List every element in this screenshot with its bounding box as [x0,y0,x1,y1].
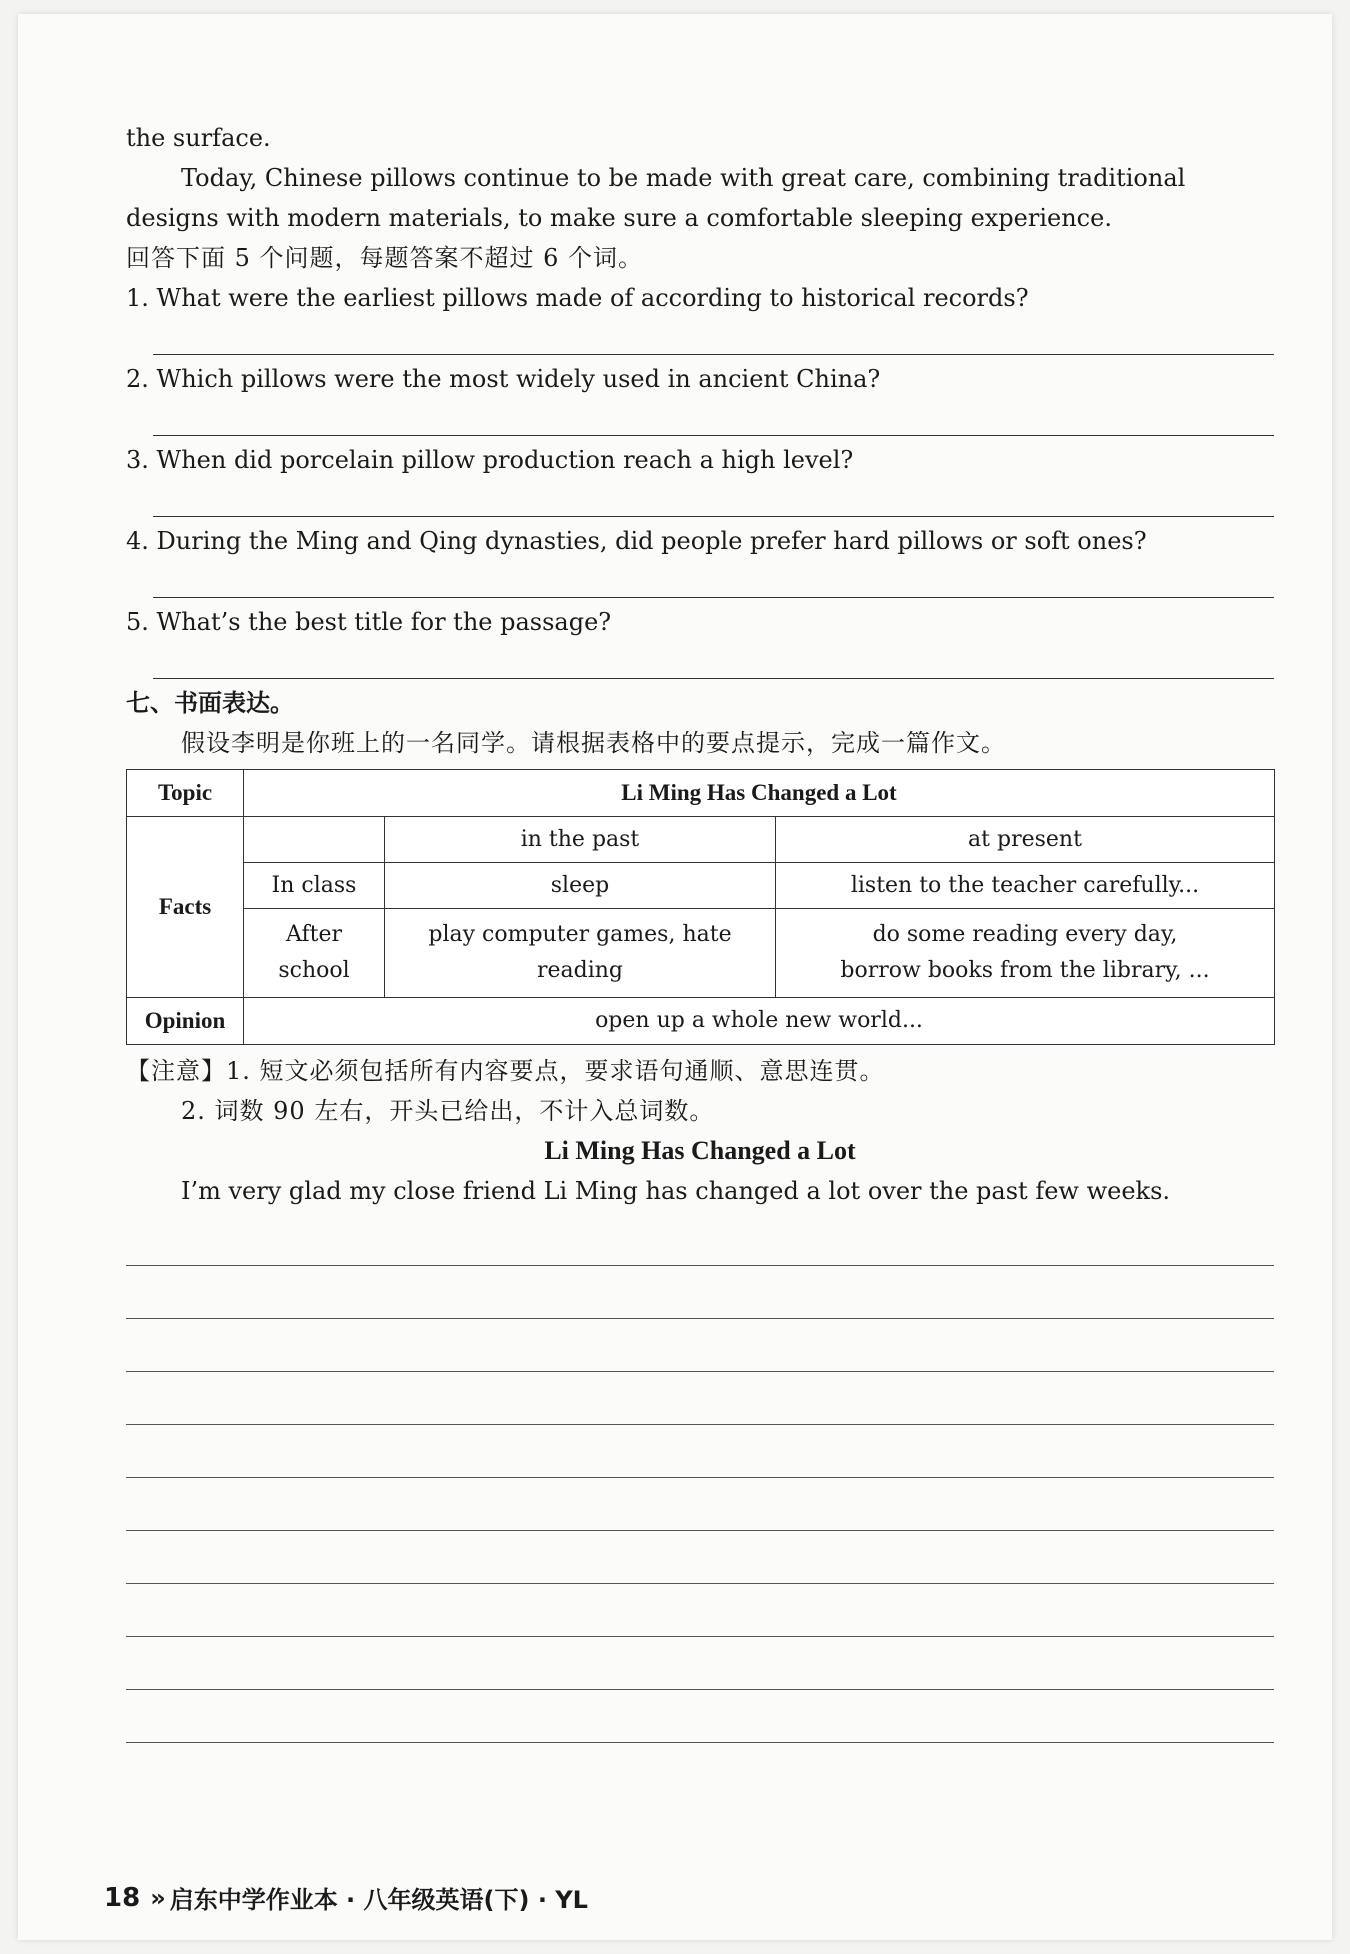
page-footer [104,1880,588,1915]
row-after-school-label: After school [244,909,385,998]
row-in-class-past: sleep [385,863,776,909]
note-2: 2. 词数 90 左右，开头已给出，不计入总词数。 [181,1097,715,1125]
page-sheet [18,14,1332,1940]
row-after-school-past: play computer games, hate reading [385,909,776,998]
writing-prompt: 假设李明是你班上的一名同学。请根据表格中的要点提示，完成一篇作文。 [181,729,1006,757]
answer-line-1[interactable] [153,318,1274,355]
passage-line-end: the surface. [126,124,271,152]
answer-line-2[interactable] [153,399,1274,436]
writing-line[interactable] [126,1531,1274,1584]
chevron-right-icon: » [150,1883,160,1912]
col-past-header: in the past [385,817,776,863]
facts-header-empty [244,817,385,863]
row-in-class-label: In class [244,863,385,909]
writing-line[interactable] [126,1637,1274,1690]
opinion-value: open up a whole new world... [244,998,1275,1045]
answer-line-5[interactable] [153,642,1274,679]
essay-title: Li Ming Has Changed a Lot [544,1136,856,1165]
answer-line-3[interactable] [153,480,1274,517]
writing-lines [126,1213,1274,1743]
page-content [126,118,1274,1743]
note-1: 【注意】1. 短文必须包括所有内容要点，要求语句通顺、意思连贯。 [126,1057,885,1085]
opinion-label: Opinion [127,998,244,1045]
question-4: 4. During the Ming and Qing dynasties, did people prefer hard pillows or soft ones? [126,527,1147,555]
facts-table [126,769,1275,1045]
topic-value: Li Ming Has Changed a Lot [244,770,1275,817]
book-title: 启东中学作业本 · 八年级英语(下) · YL [169,1886,588,1914]
writing-line[interactable] [126,1372,1274,1425]
section-title-writing: 七、书面表达。 [126,689,294,717]
writing-line[interactable] [126,1266,1274,1319]
facts-label: Facts [127,817,244,998]
writing-line[interactable] [126,1425,1274,1478]
row-after-school-present-line-1: do some reading every day, [872,922,1178,947]
question-5: 5. What’s the best title for the passage? [126,608,612,636]
question-3: 3. When did porcelain pillow production reach a high level? [126,446,854,474]
essay-opening: I’m very glad my close friend Li Ming has changed a lot over the past few weeks. [181,1177,1171,1205]
answer-line-4[interactable] [153,561,1274,598]
topic-label: Topic [127,770,244,817]
page-number: 18 [104,1882,141,1913]
col-present-header: at present [776,817,1275,863]
writing-line[interactable] [126,1584,1274,1637]
writing-line[interactable] [126,1478,1274,1531]
row-in-class-present: listen to the teacher carefully... [776,863,1275,909]
writing-line[interactable] [126,1319,1274,1372]
question-2: 2. Which pillows were the most widely used in ancient China? [126,365,881,393]
writing-line[interactable] [126,1690,1274,1743]
passage-paragraph-today: Today, Chinese pillows continue to be made with great care, combining traditional designs with modern materials, to make sure a comfortable sleeping experience. [126,164,1186,232]
row-after-school-present [776,909,1275,998]
row-after-school-present-line-2: borrow books from the library, ... [840,958,1210,983]
writing-line[interactable] [126,1213,1274,1266]
question-1: 1. What were the earliest pillows made of according to historical records? [126,284,1029,312]
qa-instruction: 回答下面 5 个问题，每题答案不超过 6 个词。 [126,244,644,272]
